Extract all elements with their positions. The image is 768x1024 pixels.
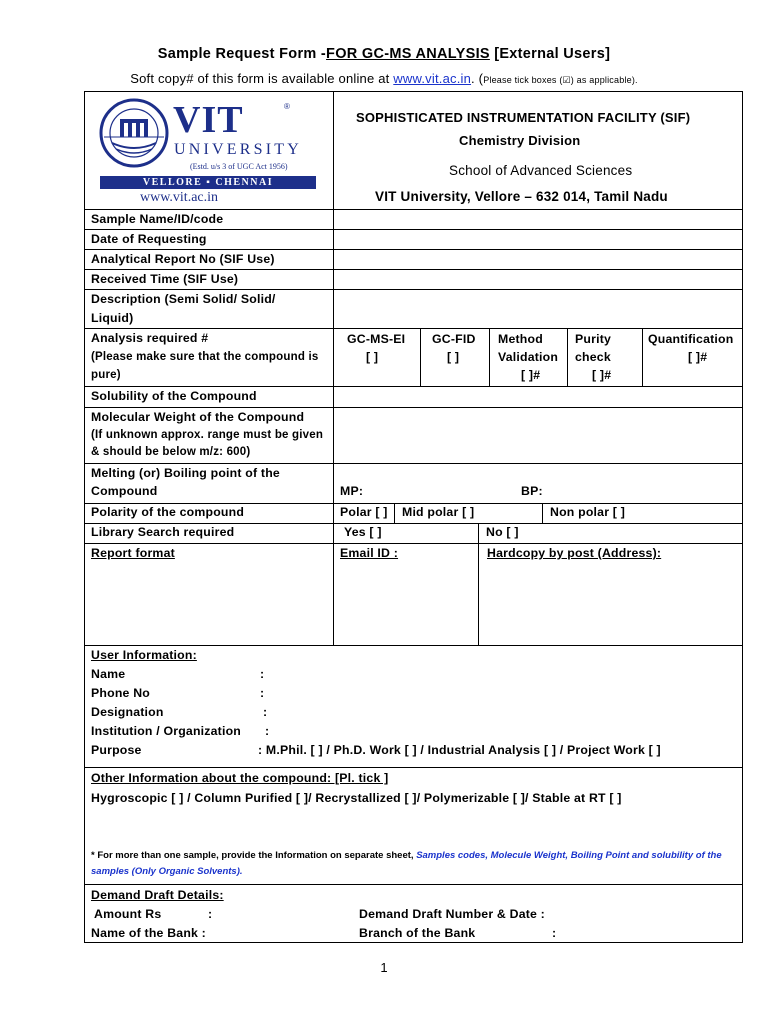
phone-label: Phone No	[91, 686, 150, 700]
label-mw-note: (If unknown approx. range must be given	[91, 429, 324, 441]
polar-checkbox[interactable]: Polar [ ]	[340, 505, 388, 519]
note-highlight: Samples codes, Molecule Weight, Boiling Point and solubility of the samples (Only Organic Solvents).	[91, 850, 722, 878]
university-text: UNIVERSITY	[174, 141, 302, 158]
school-title: School of Advanced Sciences	[449, 163, 633, 178]
divider	[84, 269, 743, 270]
website-link[interactable]: www.vit.ac.in	[393, 71, 472, 86]
library-yes-checkbox[interactable]: Yes [ ]	[344, 525, 382, 539]
divider	[84, 543, 743, 544]
label-mw-note-2: & should be below m/z: 600)	[91, 446, 251, 458]
email-field[interactable]: Email ID :	[340, 546, 399, 560]
non-polar-checkbox[interactable]: Non polar [ ]	[550, 505, 626, 519]
title-prefix: Sample Request Form -	[157, 46, 327, 62]
other-info-heading: Other Information about the compound: [Pl. tick ]	[91, 771, 389, 785]
note-text: * For more than one sample, provide the Information on separate sheet,	[91, 850, 417, 861]
label-solubility: Solubility of the Compound	[91, 389, 257, 403]
label-date: Date of Requesting	[91, 232, 207, 246]
subtitle-note: Please tick boxes (☑) as applicable).	[483, 75, 638, 85]
label-description-2: Liquid)	[91, 311, 134, 325]
mid-polar-checkbox[interactable]: Mid polar [ ]	[402, 505, 475, 519]
divider	[84, 884, 743, 885]
divider	[84, 229, 743, 230]
designation-label: Designation	[91, 705, 164, 719]
label-report-format: Report format	[91, 546, 175, 560]
dd-heading: Demand Draft Details:	[91, 888, 224, 902]
checkbox-quantification[interactable]: [ ]#	[688, 350, 708, 364]
library-no-checkbox[interactable]: No [ ]	[486, 525, 519, 539]
label-library-search: Library Search required	[91, 525, 235, 539]
column-divider	[489, 328, 490, 386]
divider	[84, 386, 743, 387]
branch-field[interactable]: :	[552, 926, 557, 940]
form-subtitle	[0, 71, 768, 86]
option-check[interactable]: check	[575, 350, 611, 364]
label-analysis-note: (Please make sure that the compound is	[91, 351, 319, 363]
logo-url[interactable]: www.vit.ac.in	[140, 190, 219, 205]
option-gcms-ei[interactable]: GC-MS-EI	[347, 332, 406, 346]
user-name-field[interactable]: :	[260, 667, 265, 681]
checkbox-gc-fid[interactable]: [ ]	[447, 350, 460, 364]
page-number: 1	[380, 960, 388, 975]
amount-label: Amount Rs	[94, 907, 162, 921]
dd-number-field[interactable]: Demand Draft Number & Date :	[359, 907, 545, 921]
subtitle-punct: . (	[471, 71, 484, 86]
vit-logo-text: VIT	[173, 99, 244, 141]
user-name-label: Name	[91, 667, 126, 681]
form-title	[0, 46, 768, 62]
column-divider	[333, 91, 334, 645]
label-mw: Molecular Weight of the Compound	[91, 410, 305, 424]
divider	[84, 463, 743, 464]
divider	[84, 407, 743, 408]
label-description: Description (Semi Solid/ Solid/	[91, 292, 276, 306]
amount-field[interactable]: :	[208, 907, 213, 921]
divider	[84, 767, 743, 768]
phone-field[interactable]: :	[260, 686, 265, 700]
sif-title: SOPHISTICATED INSTRUMENTATION FACILITY (SIF)	[356, 110, 691, 125]
checkbox-purity-check[interactable]: [ ]#	[592, 368, 612, 382]
user-info-heading: User Information:	[91, 648, 197, 662]
bp-field[interactable]: BP:	[521, 484, 543, 498]
divider	[84, 523, 743, 524]
compound-properties-options[interactable]: Hygroscopic [ ] / Column Purified [ ]/ Recrystallized [ ]/ Polymerizable [ ]/ Stable at RT [ ]	[91, 791, 622, 805]
label-analysis: Analysis required #	[91, 331, 209, 345]
column-divider	[642, 328, 643, 386]
hardcopy-address-field[interactable]: Hardcopy by post (Address):	[487, 546, 662, 560]
title-suffix: [External Users]	[489, 46, 611, 62]
divider	[84, 645, 743, 646]
option-quantification[interactable]: Quantification	[648, 332, 734, 346]
column-divider	[567, 328, 568, 386]
divider	[84, 289, 743, 290]
purpose-label: Purpose	[91, 743, 142, 757]
institution-field[interactable]: :	[265, 724, 270, 738]
label-polarity: Polarity of the compound	[91, 505, 245, 519]
title-gcms: FOR GC-MS ANALYSIS	[326, 46, 490, 62]
branch-label: Branch of the Bank	[359, 926, 476, 940]
option-purity[interactable]: Purity	[575, 332, 612, 346]
purpose-options[interactable]: : M.Phil. [ ] / Ph.D. Work [ ] / Industrial Analysis [ ] / Project Work [ ]	[258, 743, 661, 757]
option-validation[interactable]: Validation	[498, 350, 559, 364]
campus-band: VELLORE ▪ CHENNAI	[100, 176, 316, 189]
label-melting-2: Compound	[91, 484, 158, 498]
label-report-no: Analytical Report No (SIF Use)	[91, 252, 275, 266]
column-divider	[542, 503, 543, 523]
checkbox-method-validation[interactable]: [ ]#	[521, 368, 541, 382]
registered-mark: ®	[284, 102, 290, 111]
label-melting: Melting (or) Boiling point of the	[91, 466, 280, 480]
label-analysis-note-2: pure)	[91, 369, 121, 381]
address-title: VIT University, Vellore – 632 014, Tamil Nadu	[375, 189, 668, 204]
label-sample-name: Sample Name/ID/code	[91, 212, 224, 226]
institution-label: Institution / Organization	[91, 724, 242, 738]
divider	[84, 328, 743, 329]
subtitle-text: Soft copy# of this form is available online at	[130, 71, 394, 86]
division-title: Chemistry Division	[459, 133, 581, 148]
mp-field[interactable]: MP:	[340, 484, 364, 498]
designation-field[interactable]: :	[263, 705, 268, 719]
column-divider	[394, 503, 395, 523]
divider	[84, 209, 743, 210]
label-received-time: Received Time (SIF Use)	[91, 272, 239, 286]
column-divider	[478, 523, 479, 645]
multi-sample-note	[91, 848, 741, 880]
option-gc-fid[interactable]: GC-FID	[432, 332, 476, 346]
vit-seal-icon	[98, 97, 170, 173]
column-divider	[420, 328, 421, 386]
option-method[interactable]: Method	[498, 332, 543, 346]
estd-text: (Estd. u/s 3 of UGC Act 1956)	[190, 162, 288, 171]
divider	[84, 249, 743, 250]
checkbox-gcms-ei[interactable]: [ ]	[366, 350, 379, 364]
bank-name-field[interactable]: Name of the Bank :	[91, 926, 206, 940]
divider	[84, 503, 743, 504]
